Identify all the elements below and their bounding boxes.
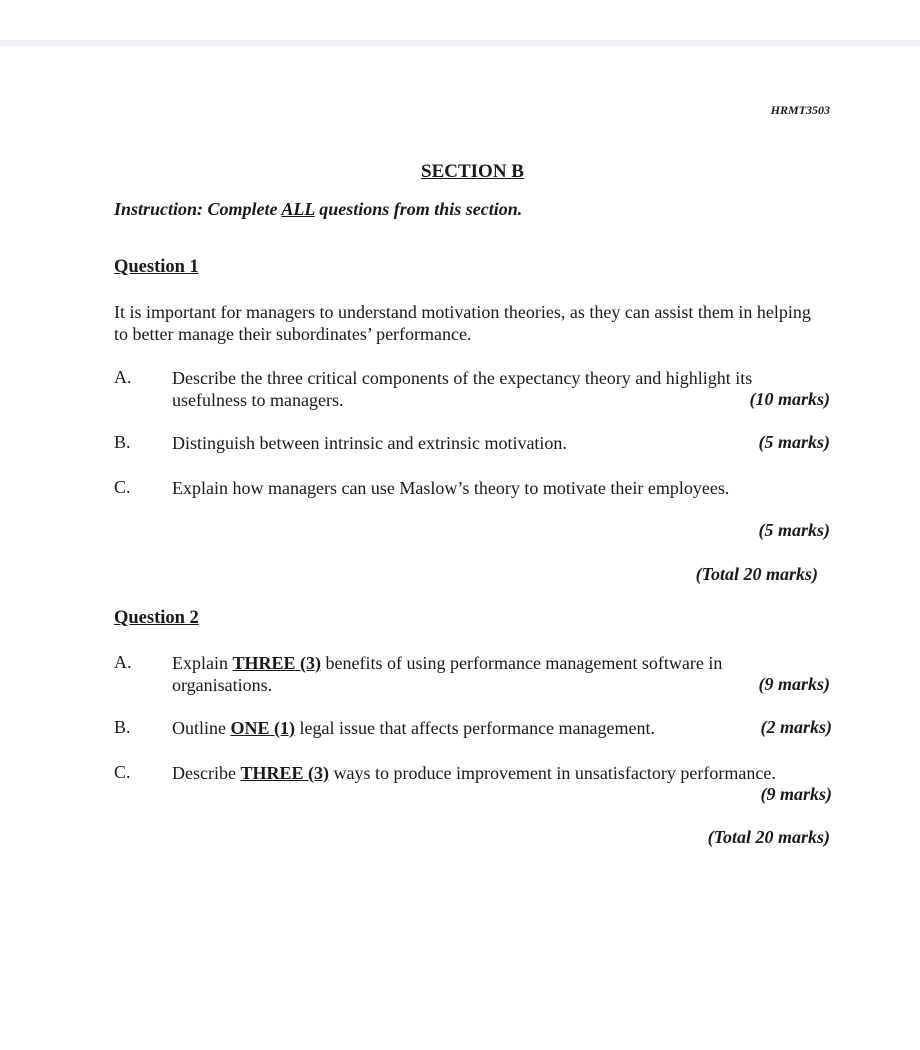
q1-total-marks: (Total 20 marks) — [695, 564, 818, 584]
q2-item-a-post: benefits of using performance management software in organisations. — [172, 653, 723, 695]
q1-item-c-text: Explain how managers can use Maslow’s theory to motivate their employees. — [172, 478, 730, 498]
q2-item-c-marks: (9 marks) — [760, 784, 832, 804]
q2-item-a-text — [172, 652, 772, 696]
section-title: SECTION B — [421, 161, 524, 182]
instruction-emphasis: ALL — [281, 199, 315, 219]
q2-item-a-marks: (9 marks) — [758, 674, 830, 694]
q2-item-c-letter: C. — [114, 762, 131, 782]
q2-item-c-post: ways to produce improvement in unsatisfactory performance. — [328, 763, 776, 783]
q2-item-b-emph: ONE (1) — [230, 718, 295, 738]
q2-item-a-pre: Explain — [172, 653, 233, 673]
q1-item-c-letter: C. — [114, 477, 131, 497]
q2-item-c-pre: Describe — [172, 763, 241, 783]
q2-item-b-post: legal issue that affects performance management. — [295, 718, 656, 738]
q1-item-a-marks: (10 marks) — [749, 389, 830, 409]
instruction-suffix: questions from this section. — [314, 199, 523, 219]
q1-item-a-text: Describe the three critical components of the expectancy theory and highlight its usefulness to managers. — [172, 368, 753, 410]
q2-item-a-emph: THREE (3) — [232, 653, 322, 673]
q2-item-b-text — [172, 717, 832, 739]
question-1-intro: It is important for managers to understand motivation theories, as they can assist them in helping to better manage their subordinates’ performance. — [114, 302, 811, 344]
q2-total-marks: (Total 20 marks) — [707, 827, 830, 847]
q1-item-a-letter: A. — [114, 367, 132, 387]
course-code: HRMT3503 — [770, 103, 830, 117]
q1-item-b-marks: (5 marks) — [758, 432, 830, 452]
q2-item-b-pre: Outline — [172, 718, 231, 738]
q1-item-b-letter: B. — [114, 432, 131, 452]
q2-item-a-letter: A. — [114, 652, 132, 672]
instruction-prefix: Instruction: Complete — [114, 199, 282, 219]
question-1-heading: Question 1 — [114, 257, 199, 277]
top-divider — [0, 40, 920, 46]
q2-item-c-text — [172, 762, 852, 784]
question-2-heading: Question 2 — [114, 608, 199, 628]
q1-item-c-marks: (5 marks) — [758, 520, 830, 540]
section-instruction — [114, 199, 522, 220]
q2-item-c-emph: THREE (3) — [240, 763, 329, 783]
q1-item-b-text: Distinguish between intrinsic and extrinsic motivation. — [172, 433, 567, 453]
q2-item-b-marks: (2 marks) — [760, 717, 832, 737]
q2-item-b-letter: B. — [114, 717, 131, 737]
